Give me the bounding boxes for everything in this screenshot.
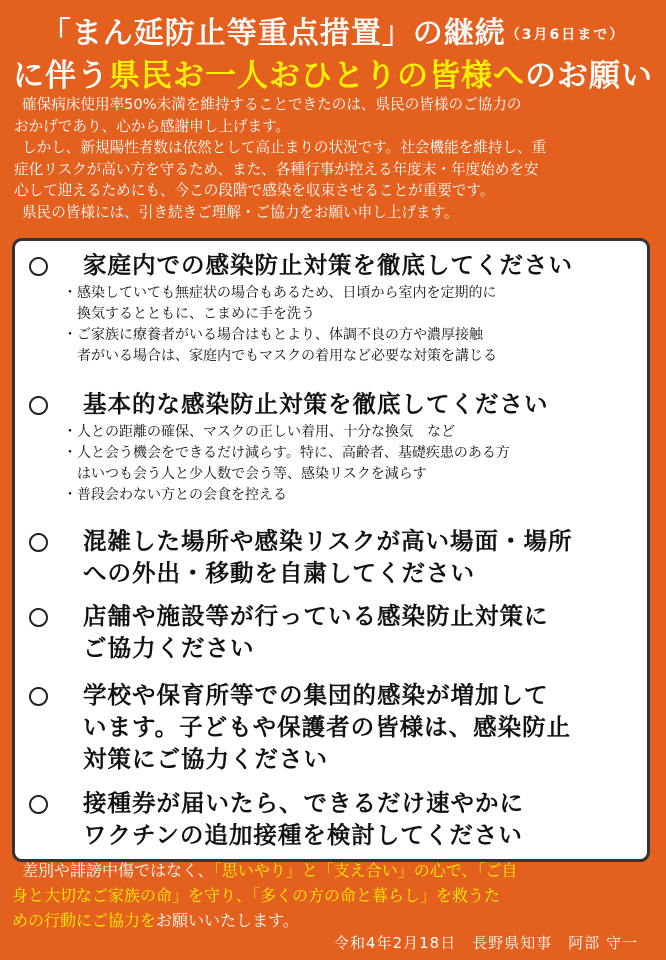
request-heading: 混雑した場所や感染リスクが高い場面・場所	[83, 527, 573, 555]
request-bullet: ・人との距離の確保、マスクの正しい着用、十分な換気 など	[63, 424, 455, 440]
intro-line: 心して迎えるためにも、今この段階で感染を収束させることが重要です。	[14, 182, 495, 199]
request-heading: 家庭内での感染防止対策を徹底してください	[83, 251, 573, 279]
closing-text: お願いいたします。	[156, 911, 299, 930]
title-main: 「まん延防止等重点措置」の継続	[40, 16, 506, 51]
closing-line	[12, 858, 660, 883]
request-heading: ご協力ください	[83, 634, 255, 662]
request-heading: 対策にご協力ください	[83, 745, 328, 773]
request-heading: 接種券が届いたら、できるだけ速やかに	[83, 789, 524, 817]
title-2c: のお願い	[525, 58, 653, 94]
request-heading: 学校や保育所等での集団的感染が増加して	[83, 681, 549, 709]
request-bullet: ・ご家族に療養者がいる場合はもとより、体調不良の方や濃厚接触	[63, 327, 483, 343]
circle-marker-icon	[29, 257, 48, 276]
title-line-1	[0, 8, 666, 52]
intro-line: 確保病床使用率50%未満を維持することできたのは、県民の皆様のご協力の	[22, 96, 522, 113]
intro-line: 症化リスクが高い方を守るため、また、各種行事が控える年度末・年度始めを安	[14, 160, 539, 178]
circle-marker-icon	[29, 687, 48, 706]
circle-marker-icon	[29, 608, 48, 627]
intro-line: しかし、新規陽性者数は依然として高止まりの状況です。社会機能を維持し、重	[22, 139, 547, 156]
closing-line: 身と大切なご家族の命」を守り、「多くの方の命と暮らし」を救うた	[12, 886, 501, 905]
title-period-note: （3月6日まで）	[505, 27, 626, 43]
request-bullet: ・普段会わない方との会食を控える	[63, 487, 287, 503]
closing-highlight: 「思いやり」と「支え合い」の心で、「ご自	[213, 861, 518, 880]
closing-highlight: めの行動にご協力を	[12, 911, 157, 930]
request-heading: 店舗や施設等が行っている感染防止対策に	[83, 602, 549, 630]
title-line-2	[0, 50, 666, 95]
request-heading: への外出・移動を自粛してください	[83, 559, 475, 587]
circle-marker-icon	[29, 396, 48, 415]
intro-text	[14, 94, 659, 223]
request-heading: います。子どもや保護者の皆様は、感染防止	[83, 713, 572, 741]
request-bullet: はいつも会う人と少人数で会う等、感染リスクを減らす	[63, 466, 427, 482]
closing-text: 差別や誹謗中傷ではなく、	[22, 861, 214, 880]
closing-message	[12, 858, 660, 933]
circle-marker-icon	[29, 533, 48, 552]
intro-line: おかげであり、心から感謝申し上げます。	[14, 117, 291, 135]
request-bullet: ・人と会う機会をできるだけ減らす。特に、高齢者、基礎疾患のある方	[63, 445, 510, 461]
request-bullet: 者がいる場合は、家庭内でもマスクの着用など必要な対策を講じる	[63, 348, 497, 364]
request-heading: ワクチンの追加接種を検討してください	[83, 821, 523, 849]
circle-marker-icon	[29, 795, 48, 814]
request-bullet: ・感染していても無症状の場合もあるため、日頃から室内を定期的に	[63, 285, 497, 301]
request-bullet: 換気するとともに、こまめに手を洗う	[63, 306, 315, 322]
title-2b: 県民お一人おひとりの皆様へ	[109, 58, 525, 94]
title-2a: に伴う	[13, 58, 109, 94]
request-heading: 基本的な感染防止対策を徹底してください	[83, 390, 549, 418]
closing-line	[12, 908, 660, 933]
signature: 令和4年2月18日 長野県知事 阿部 守一	[334, 934, 638, 952]
intro-line: 県民の皆様には、引き続きご理解・ご協力をお願い申し上げます。	[22, 203, 459, 221]
requests-panel	[12, 238, 650, 862]
